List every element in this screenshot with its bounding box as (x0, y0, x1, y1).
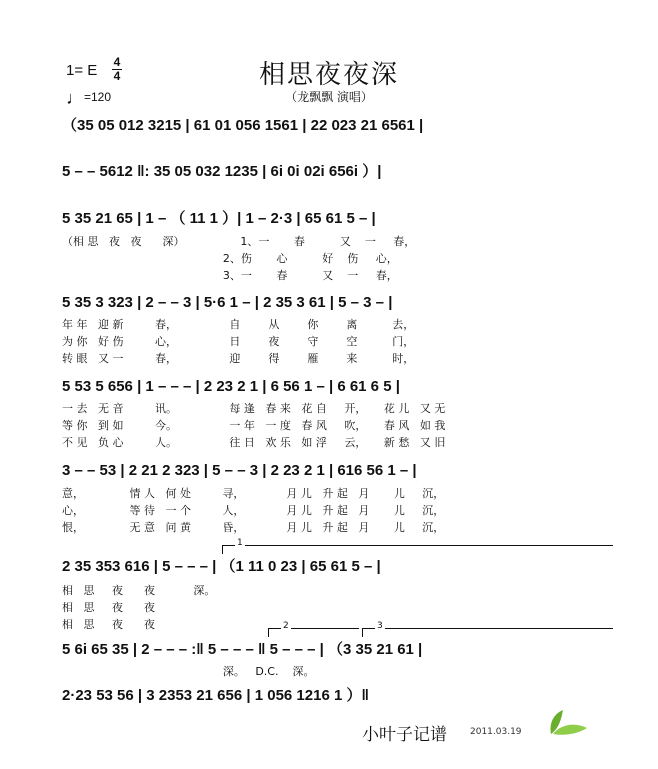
leaf-icon (545, 708, 591, 742)
singer-credit: （龙飘飘 演唱） (285, 90, 373, 104)
score-line-5: 5 53 5 656 | 1 – – – | 2 23 2 1 | 6 56 1 – | 6 61 6 5 | (62, 377, 400, 395)
score-line-3: 5 35 21 65 | 1 – （ 11 1 ）| 1 – 2·3 | 65 61 5 – | (62, 209, 376, 227)
score-line-2: 5 – – 5612 ‖: 35 05 032 1235 | 6i 0i 02i 656i ）| (62, 162, 382, 180)
score-line-8: 5 6i 65 35 | 2 – – – :‖ 5 – – – ‖ 5 – – – | （3 35 21 61 | (62, 640, 423, 658)
score-line-6: 3 – – 53 | 2 21 2 323 | 5 – – 3 | 2 23 2 1 | 616 56 1 – | (62, 461, 417, 479)
lyrics-line-7-verse-1: 相 思 夜 夜 深。 (62, 584, 216, 597)
lyrics-line-6-verse-2: 心， 等 待 一 个 人， 月 儿 升 起 月 儿 沉， (62, 504, 445, 517)
transcriber-credit: 小叶子记谱 (362, 725, 447, 745)
key-signature: 1= E (66, 62, 98, 79)
lyrics-line-5-verse-2: 等 你 到 如 今。 一 年 一 度 春 风 吹， 春 风 如 我 (62, 419, 446, 432)
score-line-9: 2·23 53 56 | 3 2353 21 656 | 1 056 1216 1 ）‖ (62, 686, 369, 704)
quarter-note-icon: ♩ (66, 88, 84, 108)
lyrics-line-4-verse-1: 年 年 迎 新 春， 自 从 你 离 去， (62, 318, 415, 331)
tempo-value: =120 (84, 90, 112, 104)
song-title: 相思夜夜深 (258, 60, 399, 90)
time-signature-bottom: 4 (113, 69, 121, 83)
lyrics-line-3-verse-1: （相 思 夜 夜 深） 1、一 春 又 一 春， (62, 235, 416, 248)
lyrics-line-5-verse-3: 不 见 负 心 人。 往 日 欢 乐 如 浮 云， 新 愁 又 旧 (62, 436, 446, 449)
lyrics-line-3-verse-3: 3、一 春 又 一 春， (62, 269, 398, 282)
volta-bracket-2: 2 (268, 628, 359, 637)
lyrics-line-3-verse-2: 2、伤 心 好 伤 心， (62, 252, 398, 265)
volta-bracket-3: 3 (362, 628, 613, 637)
lyrics-line-4-verse-3: 转 眼 又 一 春， 迎 得 雁 来 时， (62, 352, 415, 365)
lyrics-line-6-verse-1: 意， 情 人 何 处 寻， 月 儿 升 起 月 儿 沉， (62, 487, 445, 500)
volta-bracket-1: 1 (222, 545, 613, 554)
score-line-1: （35 05 012 3215 | 61 01 056 1561 | 22 023 21 6561 | (62, 116, 424, 134)
time-signature-top: 4 (113, 55, 121, 69)
score-line-7: 2 35 353 616 | 5 – – – | （1 11 0 23 | 65 61 5 – | (62, 557, 381, 575)
lyrics-line-4-verse-2: 为 你 好 伤 心， 日 夜 守 空 门， (62, 335, 415, 348)
lyrics-line-5-verse-1: 一 去 无 音 讯。 每 逢 春 来 花 自 开， 花 儿 又 无 (62, 402, 446, 415)
transcription-date: 2011.03.19 (470, 727, 522, 737)
lyrics-line-7-verse-2: 相 思 夜 夜 (62, 601, 155, 614)
lyrics-line-6-verse-3: 恨， 无 意 问 黄 昏， 月 儿 升 起 月 儿 沉， (62, 521, 445, 534)
lyrics-line-7-verse-3: 相 思 夜 夜 (62, 618, 155, 631)
lyrics-line-8: 深。 D.C. 深。 (62, 665, 315, 678)
score-line-4: 5 35 3 323 | 2 – – 3 | 5·6 1 – | 2 35 3 61 | 5 – 3 – | (62, 293, 393, 311)
